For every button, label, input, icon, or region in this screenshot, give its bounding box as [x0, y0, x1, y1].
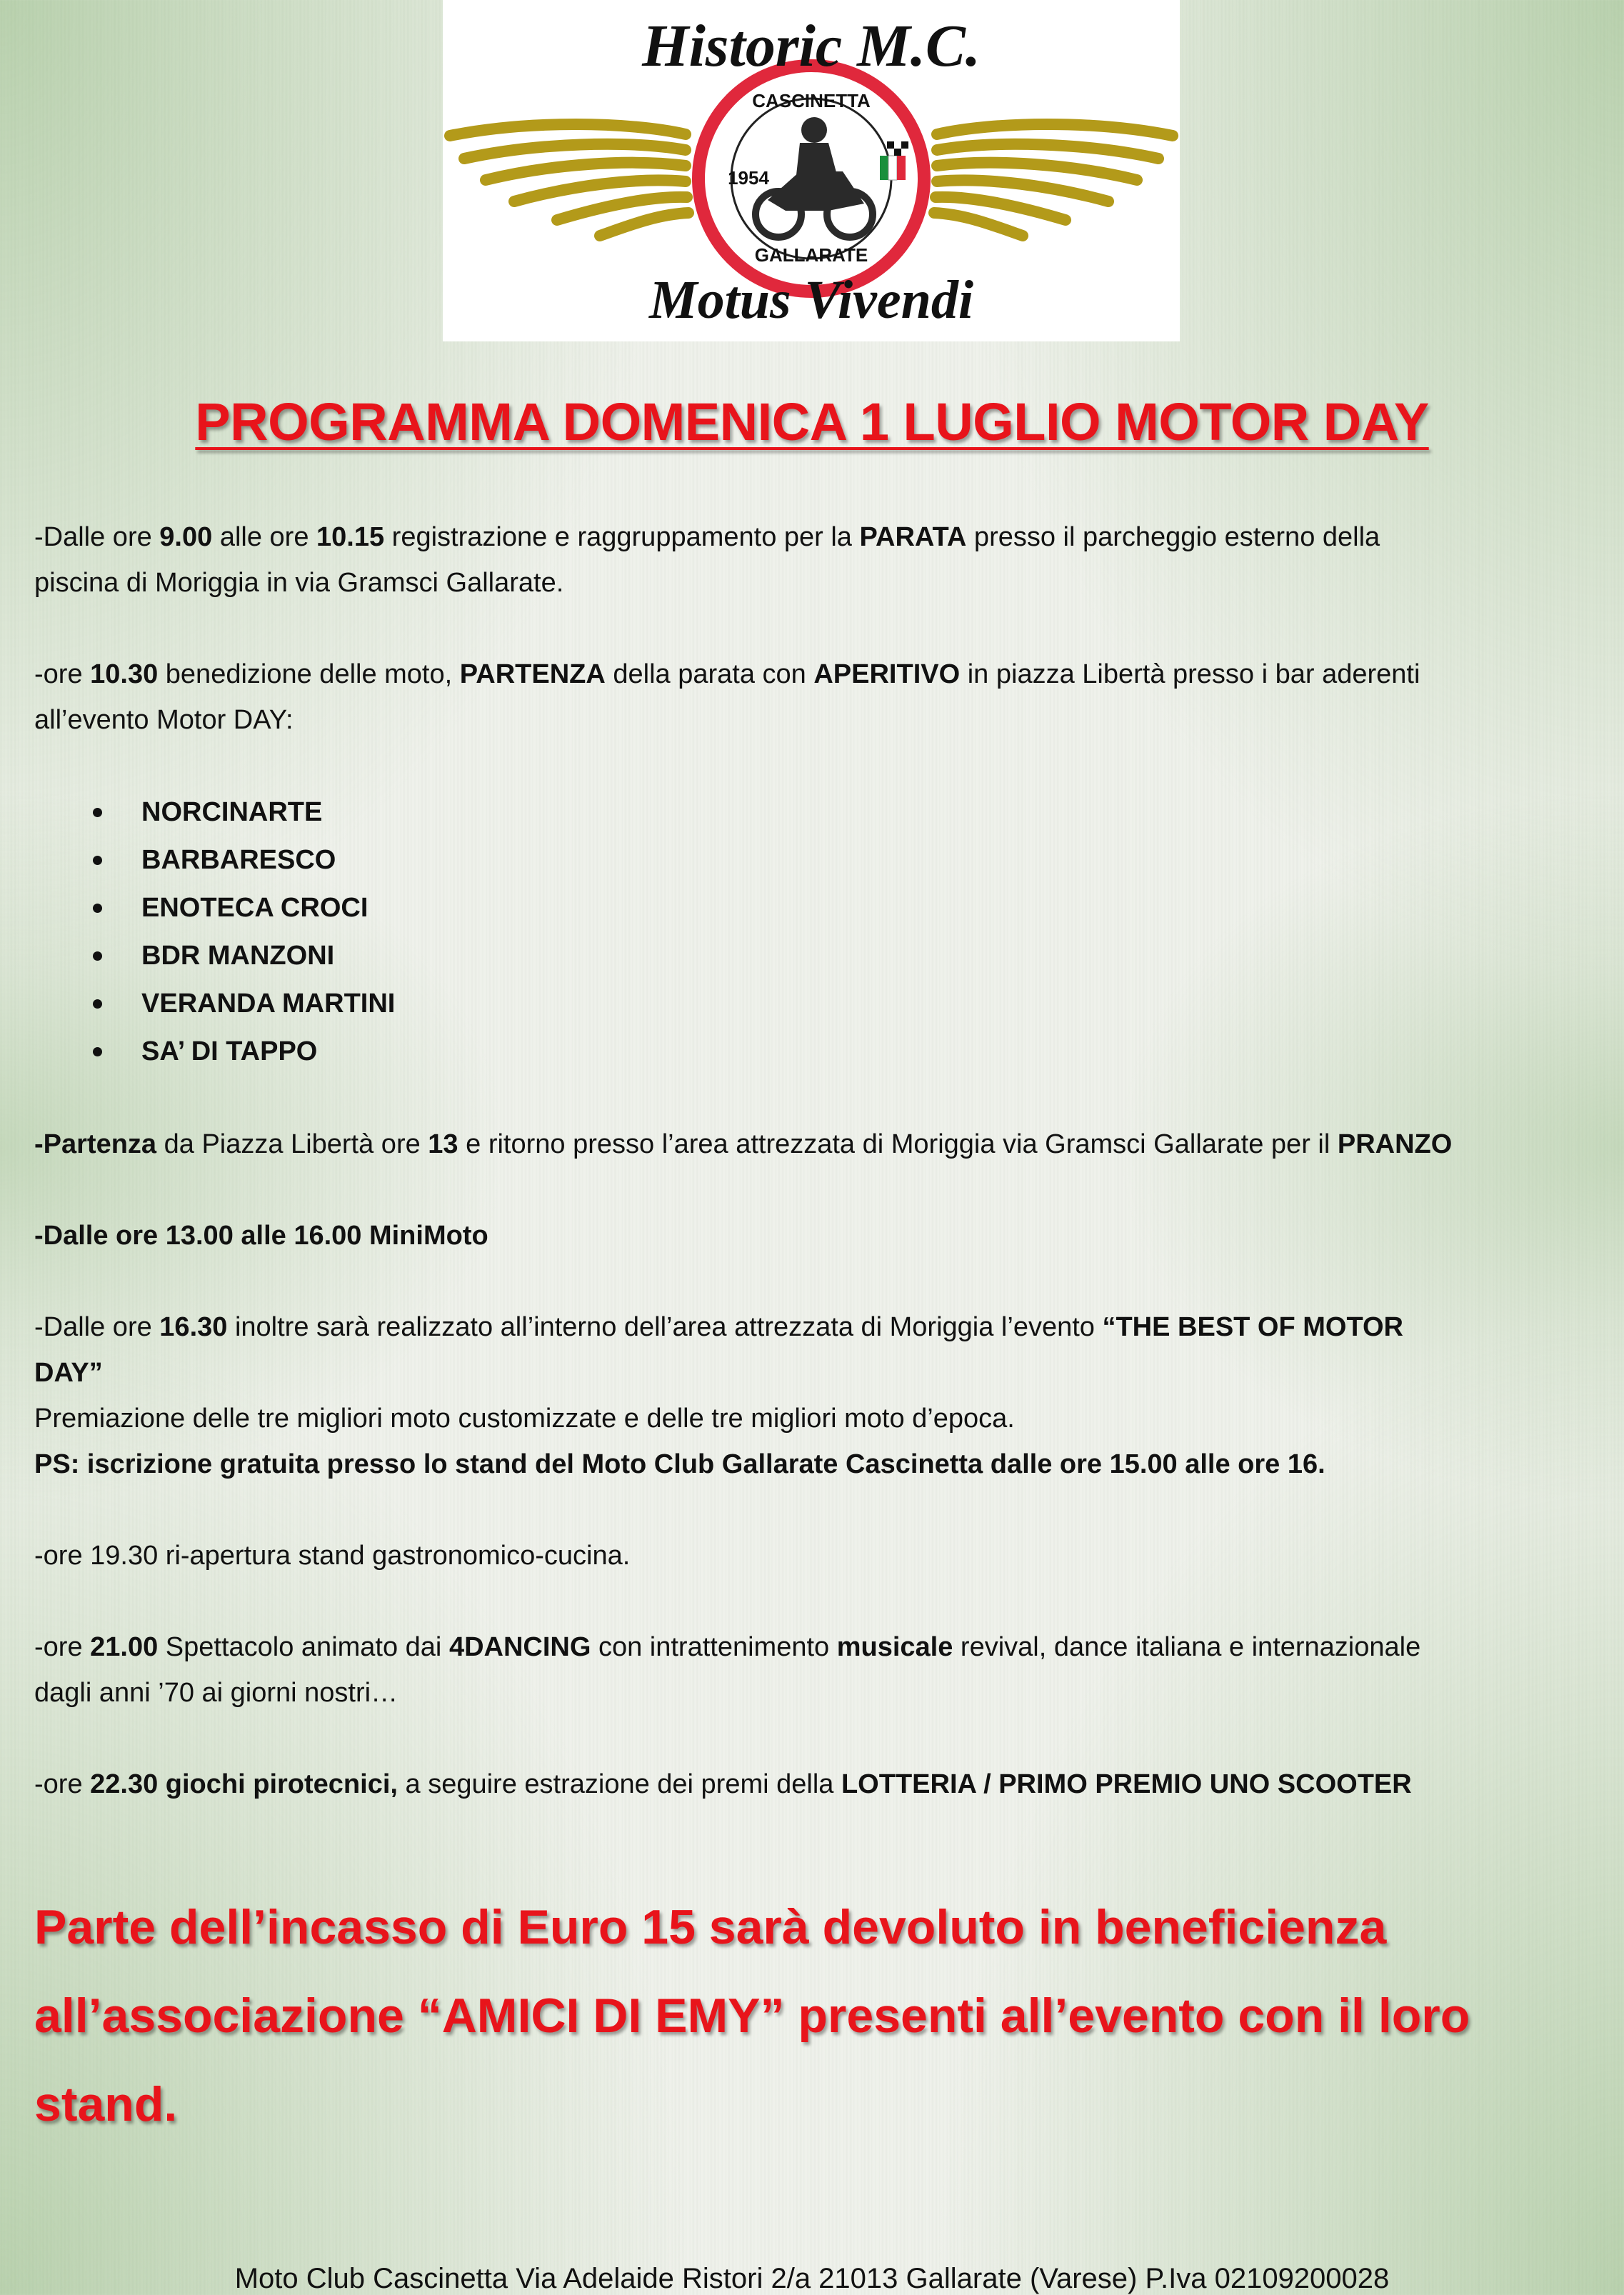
- page-title: PROGRAMMA DOMENICA 1 LUGLIO MOTOR DAY: [195, 392, 1429, 451]
- logo-ring-top: CASCINETTA: [752, 90, 871, 111]
- logo-bottom-text: Motus Vivendi: [649, 270, 973, 330]
- list-item: BDR MANZONI: [34, 932, 1598, 980]
- paragraph-show: -ore 21.00 Spettacolo animato dai 4DANCING con intrattenimento musicale revival, dance italiana e internazionale dagli anni ’70 ai giorni nostri…: [34, 1632, 1421, 1708]
- left-wing-icon: [450, 124, 688, 236]
- paragraph-departure: -ore 10.30 benedizione delle moto, PARTENZA della parata con APERITIVO in piazza Libertà presso i bar aderenti all’evento Motor DAY:: [34, 659, 1420, 735]
- historic-mc-logo-emblem: [443, 0, 1180, 341]
- paragraph-fireworks: -ore 22.30 giochi pirotecnici, a seguire estrazione dei premi della LOTTERIA / PRIMO PREMIO UNO SCOOTER: [34, 1769, 1412, 1799]
- program-body: [34, 514, 1598, 1807]
- paragraph-minimoto: -Dalle ore 13.00 alle 16.00 MiniMoto: [34, 1221, 488, 1251]
- list-item: BARBARESCO: [34, 836, 1598, 884]
- footer-address: Moto Club Cascinetta Via Adelaide Ristori 2/a 21013 Gallarate (Varese) P.Iva 02109200028: [234, 2263, 1390, 2294]
- paragraph-best-of: -Dalle ore 16.30 inoltre sarà realizzato all’interno dell’area attrezzata di Moriggia l’evento “THE BEST OF MOTOR DAY” Premiazione delle tre migliori moto customizzate e delle tre migliori moto d’epoca. PS: iscrizione gratuita presso lo stand del Moto Club Gallarate Cascinetta dalle ore 15.00 alle ore 16.: [34, 1312, 1403, 1479]
- charity-notice: Parte dell’incasso di Euro 15 sarà devoluto in beneficienza all’associazione “AMICI DI EMY” presenti all’evento con il loro stand.: [34, 1900, 1470, 2131]
- paragraph-registration: -Dalle ore 9.00 alle ore 10.15 registrazione e raggruppamento per la PARATA presso il parcheggio esterno della piscina di Moriggia in via Gramsci Gallarate.: [34, 522, 1380, 598]
- list-item: SA’ DI TAPPO: [34, 1028, 1598, 1076]
- logo-year: 1954: [728, 167, 769, 189]
- list-item: NORCINARTE: [34, 789, 1598, 836]
- paragraph-kitchen: -ore 19.30 ri-apertura stand gastronomico-cucina.: [34, 1541, 631, 1571]
- list-item: ENOTECA CROCI: [34, 884, 1598, 932]
- list-item: VERANDA MARTINI: [34, 980, 1598, 1028]
- paragraph-lunch: -Partenza da Piazza Libertà ore 13 e ritorno presso l’area attrezzata di Moriggia via Gramsci Gallarate per il PRANZO: [34, 1129, 1453, 1159]
- logo-ring-bottom: GALLARATE: [754, 244, 868, 266]
- bar-list: [34, 789, 1598, 1076]
- logo-top-text: Historic M.C.: [642, 13, 981, 79]
- club-logo: [443, 0, 1180, 341]
- right-wing-icon: [934, 124, 1173, 236]
